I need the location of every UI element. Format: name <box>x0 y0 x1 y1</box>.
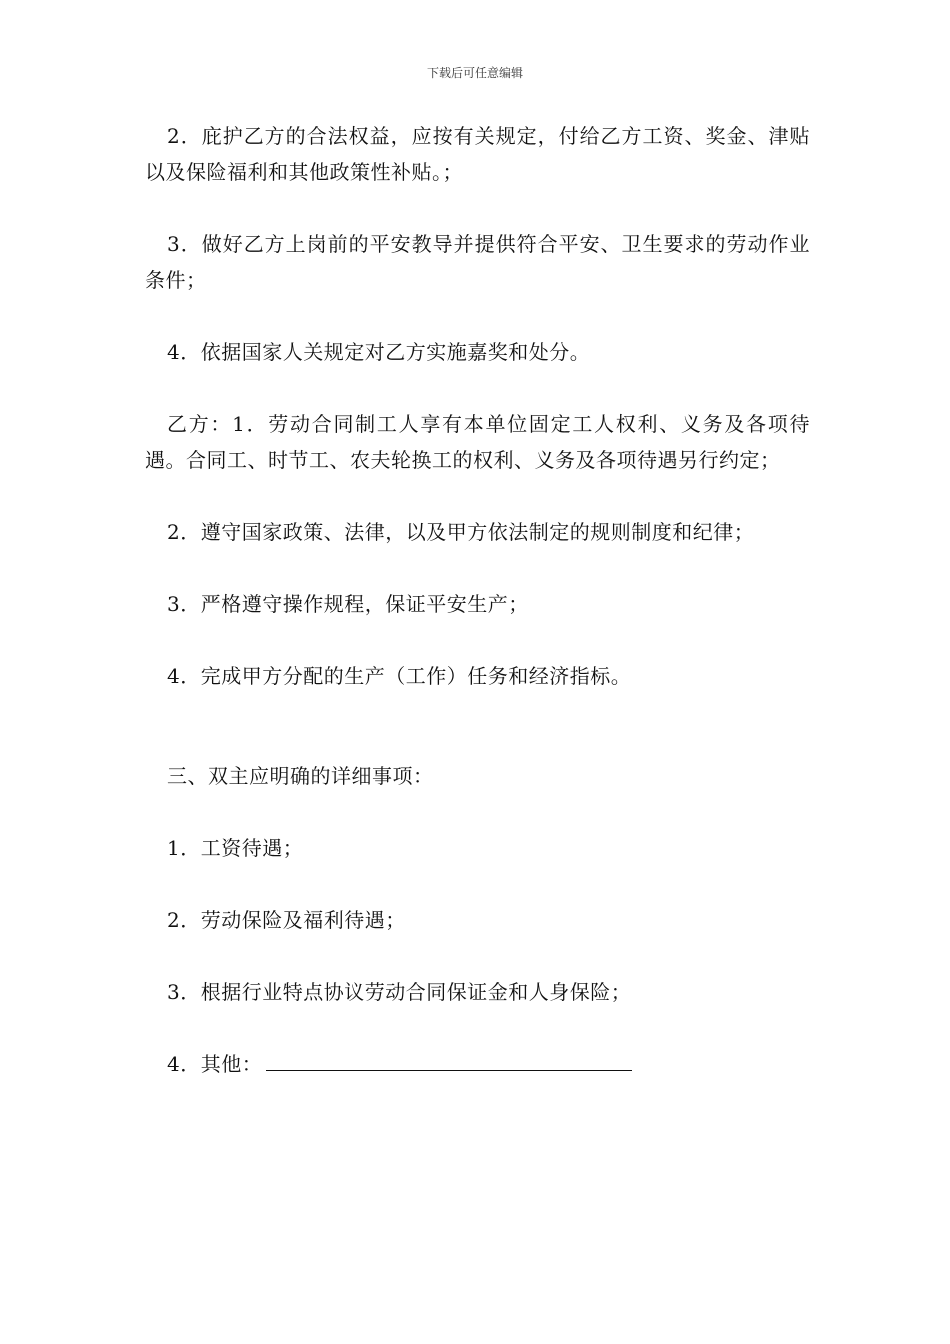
fill-in-blank-line <box>266 1048 632 1071</box>
section-spacer <box>145 730 810 758</box>
section-3-item-3: 3．根据行业特点协议劳动合同保证金和人身保险； <box>167 980 632 1004</box>
section-3-item-2: 2．劳动保险及福利待遇； <box>167 908 406 932</box>
page-header-note: 下载后可任意编辑 <box>426 66 523 80</box>
party-a-duty-2: 2．庇护乙方的合法权益，应按有关规定，付给乙方工资、奖金、津贴以及保险福利和其他政策性补贴。； <box>145 124 810 184</box>
section-3-item-4-label: 4．其他： <box>167 1052 263 1076</box>
party-b-duty-3: 3．严格遵守操作规程，保证平安生产； <box>167 592 529 616</box>
party-b-duty-2: 2．遵守国家政策、法律，以及甲方依法制定的规则制度和纪律； <box>167 520 755 544</box>
party-a-duty-3: 3．做好乙方上岗前的平安教导并提供符合平安、卫生要求的劳动作业条件； <box>145 232 810 292</box>
party-b-duty-1: 乙方：1．劳动合同制工人享有本单位固定工人权利、义务及各项待遇。合同工、时节工、农夫轮换工的权利、义务及各项待遇另行约定； <box>145 412 810 472</box>
party-a-duty-4: 4．依据国家人关规定对乙方实施嘉奖和处分。 <box>167 340 591 364</box>
section-3-item-4 <box>145 1046 810 1082</box>
document-body <box>145 118 810 1118</box>
section-3-heading: 三、双主应明确的详细事项： <box>167 764 434 788</box>
party-b-duty-4: 4．完成甲方分配的生产（工作）任务和经济指标。 <box>167 664 632 688</box>
section-3-item-1: 1．工资待遇； <box>167 836 304 860</box>
